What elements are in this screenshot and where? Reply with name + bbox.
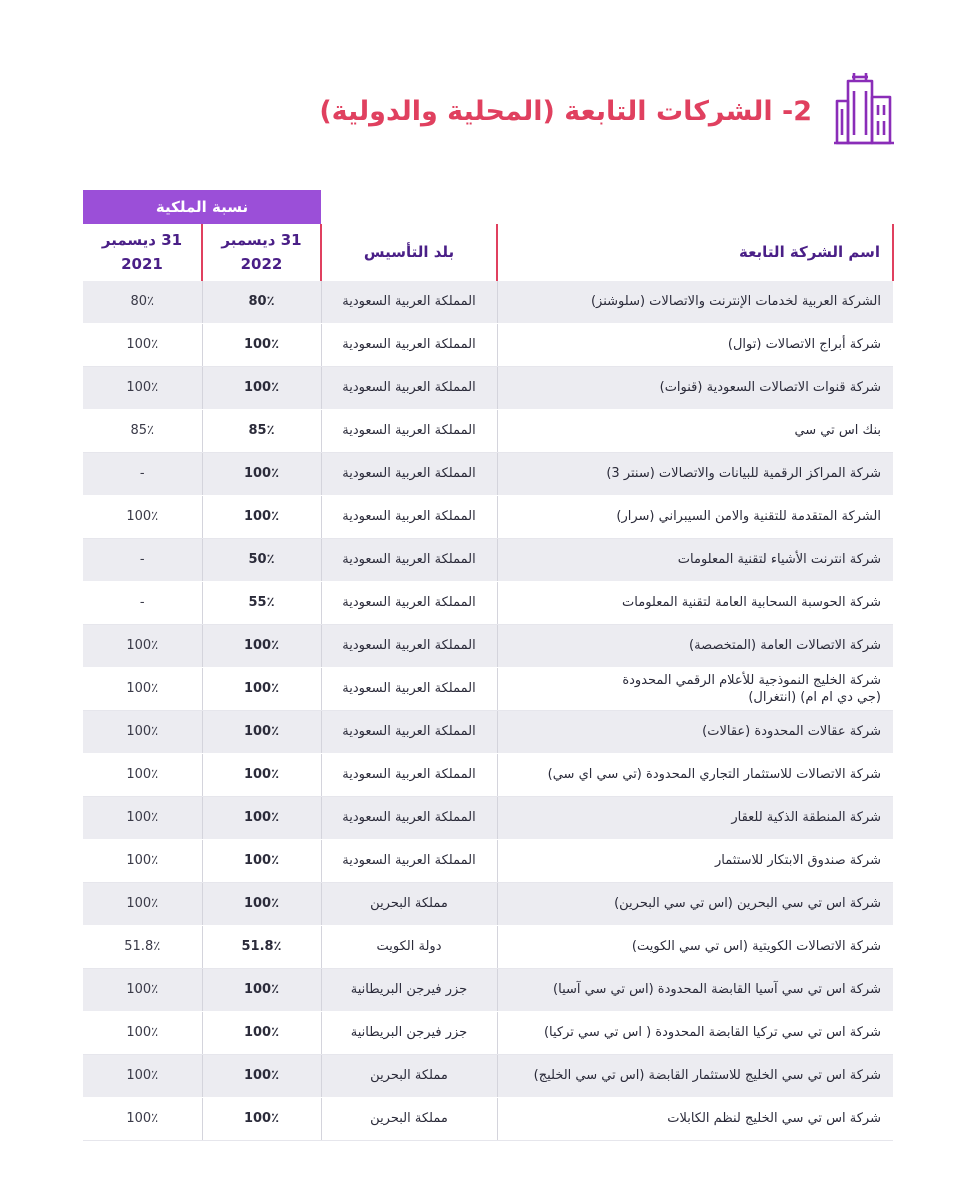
group-spacer — [321, 190, 497, 224]
company-name-text: شركة الحوسبة السحابية العامة لتقنية المعلومات — [622, 595, 881, 610]
cell-company-name — [497, 323, 893, 366]
cell-ownership-2021: 100٪ — [83, 1054, 202, 1097]
cell-company-name — [497, 1097, 893, 1140]
cell-country: المملكة العربية السعودية — [321, 796, 497, 839]
company-name-text-line2: (جي دي ام ام) (انتغرال) — [748, 689, 881, 705]
table-row — [83, 452, 893, 495]
cell-ownership-2022: 100٪ — [202, 839, 321, 882]
cell-ownership-2022: 85٪ — [202, 409, 321, 452]
cell-ownership-2022: 100٪ — [202, 366, 321, 409]
cell-company-name — [497, 925, 893, 968]
group-header-row — [83, 190, 893, 224]
table-row — [83, 925, 893, 968]
company-name-text: شركة الاتصالات للاستثمار التجاري المحدودة (تي سي اي سي) — [547, 767, 881, 782]
cell-ownership-2022: 100٪ — [202, 495, 321, 538]
cell-company-name — [497, 1011, 893, 1054]
company-name-text: شركة الاتصالات الكويتية (اس تي سي الكويت) — [631, 939, 881, 954]
cell-company-name — [497, 839, 893, 882]
cell-ownership-2022: 100٪ — [202, 1097, 321, 1140]
subsidiaries-table-wrap — [84, 190, 894, 1141]
building-icon — [834, 71, 894, 147]
table-row — [83, 1011, 893, 1054]
cell-ownership-2022: 100٪ — [202, 796, 321, 839]
cell-ownership-2022: 100٪ — [202, 452, 321, 495]
cell-ownership-2021: - — [83, 538, 202, 581]
table-row — [83, 280, 893, 323]
table-row — [83, 323, 893, 366]
table-row — [83, 538, 893, 581]
cell-country: المملكة العربية السعودية — [321, 323, 497, 366]
company-name-text: شركة اس تي سي البحرين (اس تي سي البحرين) — [614, 896, 881, 911]
cell-country: المملكة العربية السعودية — [321, 753, 497, 796]
cell-country: المملكة العربية السعودية — [321, 452, 497, 495]
cell-ownership-2021: 100٪ — [83, 624, 202, 667]
cell-ownership-2021: 100٪ — [83, 1011, 202, 1054]
table-row — [83, 796, 893, 839]
table-row — [83, 624, 893, 667]
company-name-text: شركة قنوات الاتصالات السعودية (قنوات) — [659, 380, 881, 395]
header-2022-year: 2022 — [240, 254, 283, 273]
cell-ownership-2021: 100٪ — [83, 796, 202, 839]
company-name-text: شركة اس تي سي آسيا القابضة المحدودة (اس تي سي آسيا) — [553, 982, 881, 997]
cell-ownership-2021: 80٪ — [83, 280, 202, 323]
cell-country: المملكة العربية السعودية — [321, 667, 497, 710]
table-row — [83, 409, 893, 452]
column-header-row — [83, 224, 893, 280]
cell-ownership-2022: 100٪ — [202, 1011, 321, 1054]
company-name-text: شركة الخليج النموذجية للأعلام الرقمي المحدودة — [622, 672, 881, 688]
company-name-text: شركة اس تي سي الخليج للاستثمار القابضة (اس تي سي الخليج) — [533, 1068, 881, 1083]
company-name-text: بنك اس تي سي — [794, 423, 881, 438]
column-header-2022 — [202, 224, 321, 280]
cell-ownership-2022: 100٪ — [202, 882, 321, 925]
cell-ownership-2021: - — [83, 452, 202, 495]
header-2022-date: 31 ديسمبر — [221, 230, 302, 249]
cell-ownership-2021: 100٪ — [83, 839, 202, 882]
company-name-text: الشركة العربية لخدمات الإنترنت والاتصالات (سلوشنز) — [590, 294, 881, 309]
cell-country: مملكة البحرين — [321, 1097, 497, 1140]
cell-ownership-2021: 100٪ — [83, 710, 202, 753]
cell-country: مملكة البحرين — [321, 882, 497, 925]
table-row — [83, 882, 893, 925]
company-name-text: شركة صندوق الابتكار للاستثمار — [715, 853, 881, 868]
cell-ownership-2021: 100٪ — [83, 667, 202, 710]
header-2021-year: 2021 — [121, 254, 163, 273]
column-header-country: بلد التأسيس — [321, 224, 497, 280]
cell-country: المملكة العربية السعودية — [321, 710, 497, 753]
cell-country: المملكة العربية السعودية — [321, 624, 497, 667]
cell-country: جزر فيرجن البريطانية — [321, 968, 497, 1011]
company-name-text: شركة اس تي سي تركيا القابضة المحدودة ( اس تي سي تركيا) — [543, 1025, 881, 1040]
cell-ownership-2022: 100٪ — [202, 753, 321, 796]
cell-ownership-2022: 100٪ — [202, 968, 321, 1011]
cell-country: المملكة العربية السعودية — [321, 280, 497, 323]
cell-company-name — [497, 495, 893, 538]
cell-ownership-2021: 100٪ — [83, 968, 202, 1011]
cell-ownership-2021: 85٪ — [83, 409, 202, 452]
cell-ownership-2021: 100٪ — [83, 1097, 202, 1140]
cell-company-name — [497, 968, 893, 1011]
cell-ownership-2021: 100٪ — [83, 495, 202, 538]
company-name-text: شركة انترنت الأشياء لتقنية المعلومات — [677, 552, 881, 567]
company-name-text: شركة الاتصالات العامة (المتخصصة) — [689, 638, 881, 653]
cell-company-name — [497, 452, 893, 495]
cell-company-name — [497, 667, 893, 710]
table-row — [83, 1054, 893, 1097]
table-row — [83, 968, 893, 1011]
cell-company-name — [497, 882, 893, 925]
cell-country: المملكة العربية السعودية — [321, 581, 497, 624]
cell-country: مملكة البحرين — [321, 1054, 497, 1097]
cell-company-name — [497, 753, 893, 796]
table-row — [83, 1097, 893, 1140]
cell-country: المملكة العربية السعودية — [321, 409, 497, 452]
cell-ownership-2021: 100٪ — [83, 753, 202, 796]
column-header-2021 — [83, 224, 202, 280]
table-row — [83, 710, 893, 753]
table-body — [83, 280, 893, 1140]
cell-company-name — [497, 624, 893, 667]
cell-ownership-2022: 51.8٪ — [202, 925, 321, 968]
cell-country: المملكة العربية السعودية — [321, 495, 497, 538]
cell-country: المملكة العربية السعودية — [321, 538, 497, 581]
company-name-text: شركة اس تي سي الخليج لنظم الكابلات — [667, 1111, 881, 1126]
cell-ownership-2022: 100٪ — [202, 667, 321, 710]
company-name-text: الشركة المتقدمة للتقنية والامن السيبراني (سرار) — [616, 509, 881, 524]
table-row — [83, 667, 893, 710]
cell-company-name — [497, 1054, 893, 1097]
cell-ownership-2022: 50٪ — [202, 538, 321, 581]
cell-ownership-2021: 100٪ — [83, 366, 202, 409]
table-row — [83, 839, 893, 882]
cell-company-name — [497, 280, 893, 323]
cell-company-name — [497, 409, 893, 452]
table-row — [83, 581, 893, 624]
page-title: 2- الشركات التابعة (المحلية والدولية) — [319, 95, 812, 127]
company-name-text: شركة عقالات المحدودة (عقالات) — [702, 724, 881, 739]
header-2021-date: 31 ديسمبر — [101, 230, 183, 249]
cell-country: المملكة العربية السعودية — [321, 839, 497, 882]
cell-country: دولة الكويت — [321, 925, 497, 968]
title-area — [319, 70, 894, 148]
cell-ownership-2021: 100٪ — [83, 323, 202, 366]
column-header-name: اسم الشركة التابعة — [497, 224, 893, 280]
cell-ownership-2021: - — [83, 581, 202, 624]
cell-ownership-2021: 51.8٪ — [83, 925, 202, 968]
subsidiaries-table — [83, 190, 894, 1141]
cell-company-name — [497, 796, 893, 839]
cell-ownership-2022: 100٪ — [202, 624, 321, 667]
group-spacer — [497, 190, 893, 224]
cell-ownership-2022: 100٪ — [202, 710, 321, 753]
cell-company-name — [497, 710, 893, 753]
company-name-text: شركة المراكز الرقمية للبيانات والاتصالات (سنتر 3) — [606, 466, 881, 481]
cell-ownership-2022: 55٪ — [202, 581, 321, 624]
ownership-group-header: نسبة الملكية — [83, 190, 321, 224]
table-row — [83, 753, 893, 796]
cell-ownership-2022: 100٪ — [202, 1054, 321, 1097]
company-name-text: شركة أبراج الاتصالات (توال) — [727, 337, 881, 352]
table-row — [83, 495, 893, 538]
cell-ownership-2022: 80٪ — [202, 280, 321, 323]
cell-country: جزر فيرجن البريطانية — [321, 1011, 497, 1054]
table-row — [83, 366, 893, 409]
cell-ownership-2021: 100٪ — [83, 882, 202, 925]
cell-company-name — [497, 538, 893, 581]
cell-country: المملكة العربية السعودية — [321, 366, 497, 409]
company-name-text: شركة المنطقة الذكية للعقار — [731, 810, 881, 825]
cell-ownership-2022: 100٪ — [202, 323, 321, 366]
cell-company-name — [497, 581, 893, 624]
cell-company-name — [497, 366, 893, 409]
